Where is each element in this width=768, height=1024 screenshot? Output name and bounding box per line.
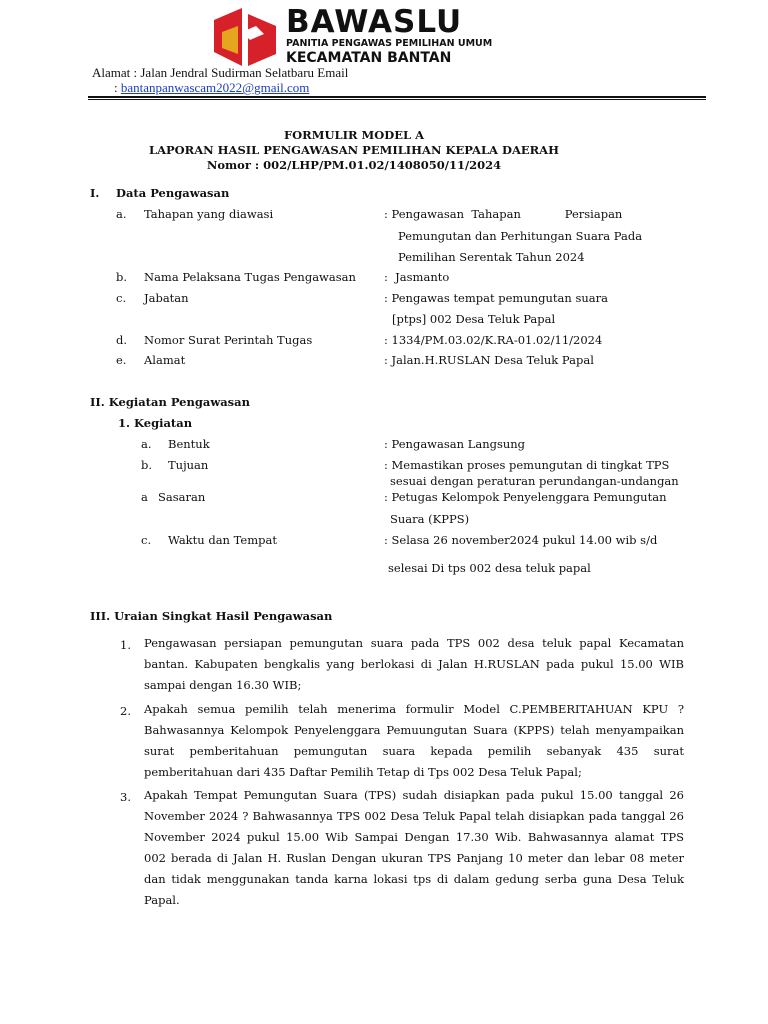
s1-letter: b. (116, 270, 128, 284)
section3-heading: III. Uraian Singkat Hasil Pengawasan (90, 609, 333, 623)
s1-label: Tahapan yang diawasi (144, 207, 274, 221)
header-rule-thin (88, 99, 706, 100)
s1-label: Jabatan (144, 291, 189, 305)
item-text: Apakah Tempat Pemungutan Suara (TPS) sudah disiapkan pada pukul 15.00 tanggal 26 November 2024 ? Bahwasannya TPS 002 Desa Teluk Papal telah disiapkan pada tanggal 26 November 2024 pukul 15.00 Wib Sampai Dengan 17.30 Wib. Bahwasannya alamat TPS 002 berada di Jalan H. Ruslan Dengan ukuran TPS Panjang 10 meter dan lebar 08 meter dan tidak menggunakan tanda karna lokasi tps di dalam gedung serba guna Desa Teluk Papal. (144, 788, 684, 907)
s1-value: Pemungutan dan Perhitungan Suara Pada (398, 229, 643, 243)
s1-letter: c. (116, 291, 127, 305)
item-text: Pengawasan persiapan pemungutan suara pada TPS 002 desa teluk papal Kecamatan bantan. Kabupaten bengkalis yang berlokasi di Jalan H.RUSLAN pada pukul 15.00 WIB sampai dengan 16.30 WIB; (144, 636, 684, 692)
s2-value: : Selasa 26 november2024 pukul 14.00 wib s/d (384, 533, 658, 547)
s1-label: Nama Pelaksana Tugas Pengawasan (144, 270, 356, 284)
s2-value: : Petugas Kelompok Penyelenggara Pemungutan (384, 490, 667, 504)
item-number: 3. (120, 790, 131, 804)
section1-heading: Data Pengawasan (116, 186, 230, 200)
brand-subtitle-2: KECAMATAN BANTAN (286, 50, 452, 66)
s2-letter: b. (141, 458, 153, 472)
email-prefix: : (114, 80, 118, 95)
s2-value: selesai Di tps 002 desa teluk papal (388, 561, 591, 575)
s1-letter: a. (116, 207, 127, 221)
report-number: Nomor : 002/LHP/PM.01.02/1408050/11/2024 (206, 158, 502, 172)
s2-letter: a (141, 490, 148, 504)
s1-value: : Pengawas tempat pemungutan suara (384, 291, 608, 305)
s2-value: Suara (KPPS) (390, 512, 470, 526)
s2-value: sesuai dengan peraturan perundangan-undangan (390, 474, 679, 488)
s2-value: : Memastikan proses pemungutan di tingkat TPS (384, 458, 670, 472)
address-line: Alamat : Jalan Jendral Sudirman Selatbaru Email (92, 65, 349, 80)
s1-value: : 1334/PM.03.02/K.RA-01.02/11/2024 (384, 333, 603, 347)
s1-letter: d. (116, 333, 128, 347)
s1-label: Alamat (144, 353, 186, 367)
bawaslu-emblem-icon (212, 6, 282, 68)
s1-label: Nomor Surat Perintah Tugas (144, 333, 313, 347)
form-title: FORMULIR MODEL A (283, 128, 425, 142)
s1-value: : Jalan.H.RUSLAN Desa Teluk Papal (384, 353, 594, 367)
item-text: Apakah semua pemilih telah menerima formulir Model C.PEMBERITAHUAN KPU ? Bahwasannya Kelompok Penyelenggara Pemuungutan Suara (KPPS) telah menyampaikan surat pemberitahuan pemungutan suara kepada pemilih sebanyak 435 surat pemberitahuan dari 435 Daftar Pemilih Tetap di Tps 002 Desa Teluk Papal; (144, 702, 684, 779)
header-rule (88, 96, 706, 98)
s2-label: Bentuk (168, 437, 210, 451)
report-title: LAPORAN HASIL PENGAWASAN PEMILIHAN KEPALA DAERAH (149, 143, 559, 157)
s2-letter: c. (141, 533, 152, 547)
s2-label: Waktu dan Tempat (168, 533, 277, 547)
section2-heading: II. Kegiatan Pengawasan (90, 395, 250, 409)
s2-letter: a. (141, 437, 152, 451)
email-line (114, 80, 309, 96)
s1-letter: e. (116, 353, 127, 367)
item-number: 1. (120, 638, 131, 652)
s1-value: : Jasmanto (384, 270, 450, 284)
section2-subheading: 1. Kegiatan (118, 416, 193, 430)
s1-value: [ptps] 002 Desa Teluk Papal (392, 312, 556, 326)
s1-value: Pemilihan Serentak Tahun 2024 (398, 250, 585, 264)
s2-label: Sasaran (158, 490, 206, 504)
s2-value: : Pengawasan Langsung (384, 437, 526, 451)
s2-label: Tujuan (168, 458, 209, 472)
s1-value: : Pengawasan Tahapan Persiapan (384, 207, 623, 221)
brand-subtitle: PANITIA PENGAWAS PEMILIHAN UMUM (286, 38, 493, 49)
brand-block (286, 6, 492, 66)
brand-name: BAWASLU (286, 4, 463, 40)
item-number: 2. (120, 704, 131, 718)
bawaslu-logo (212, 6, 282, 68)
section1-number: I. (90, 186, 100, 200)
email-link[interactable]: bantanpanwascam2022@gmail.com (120, 80, 310, 95)
